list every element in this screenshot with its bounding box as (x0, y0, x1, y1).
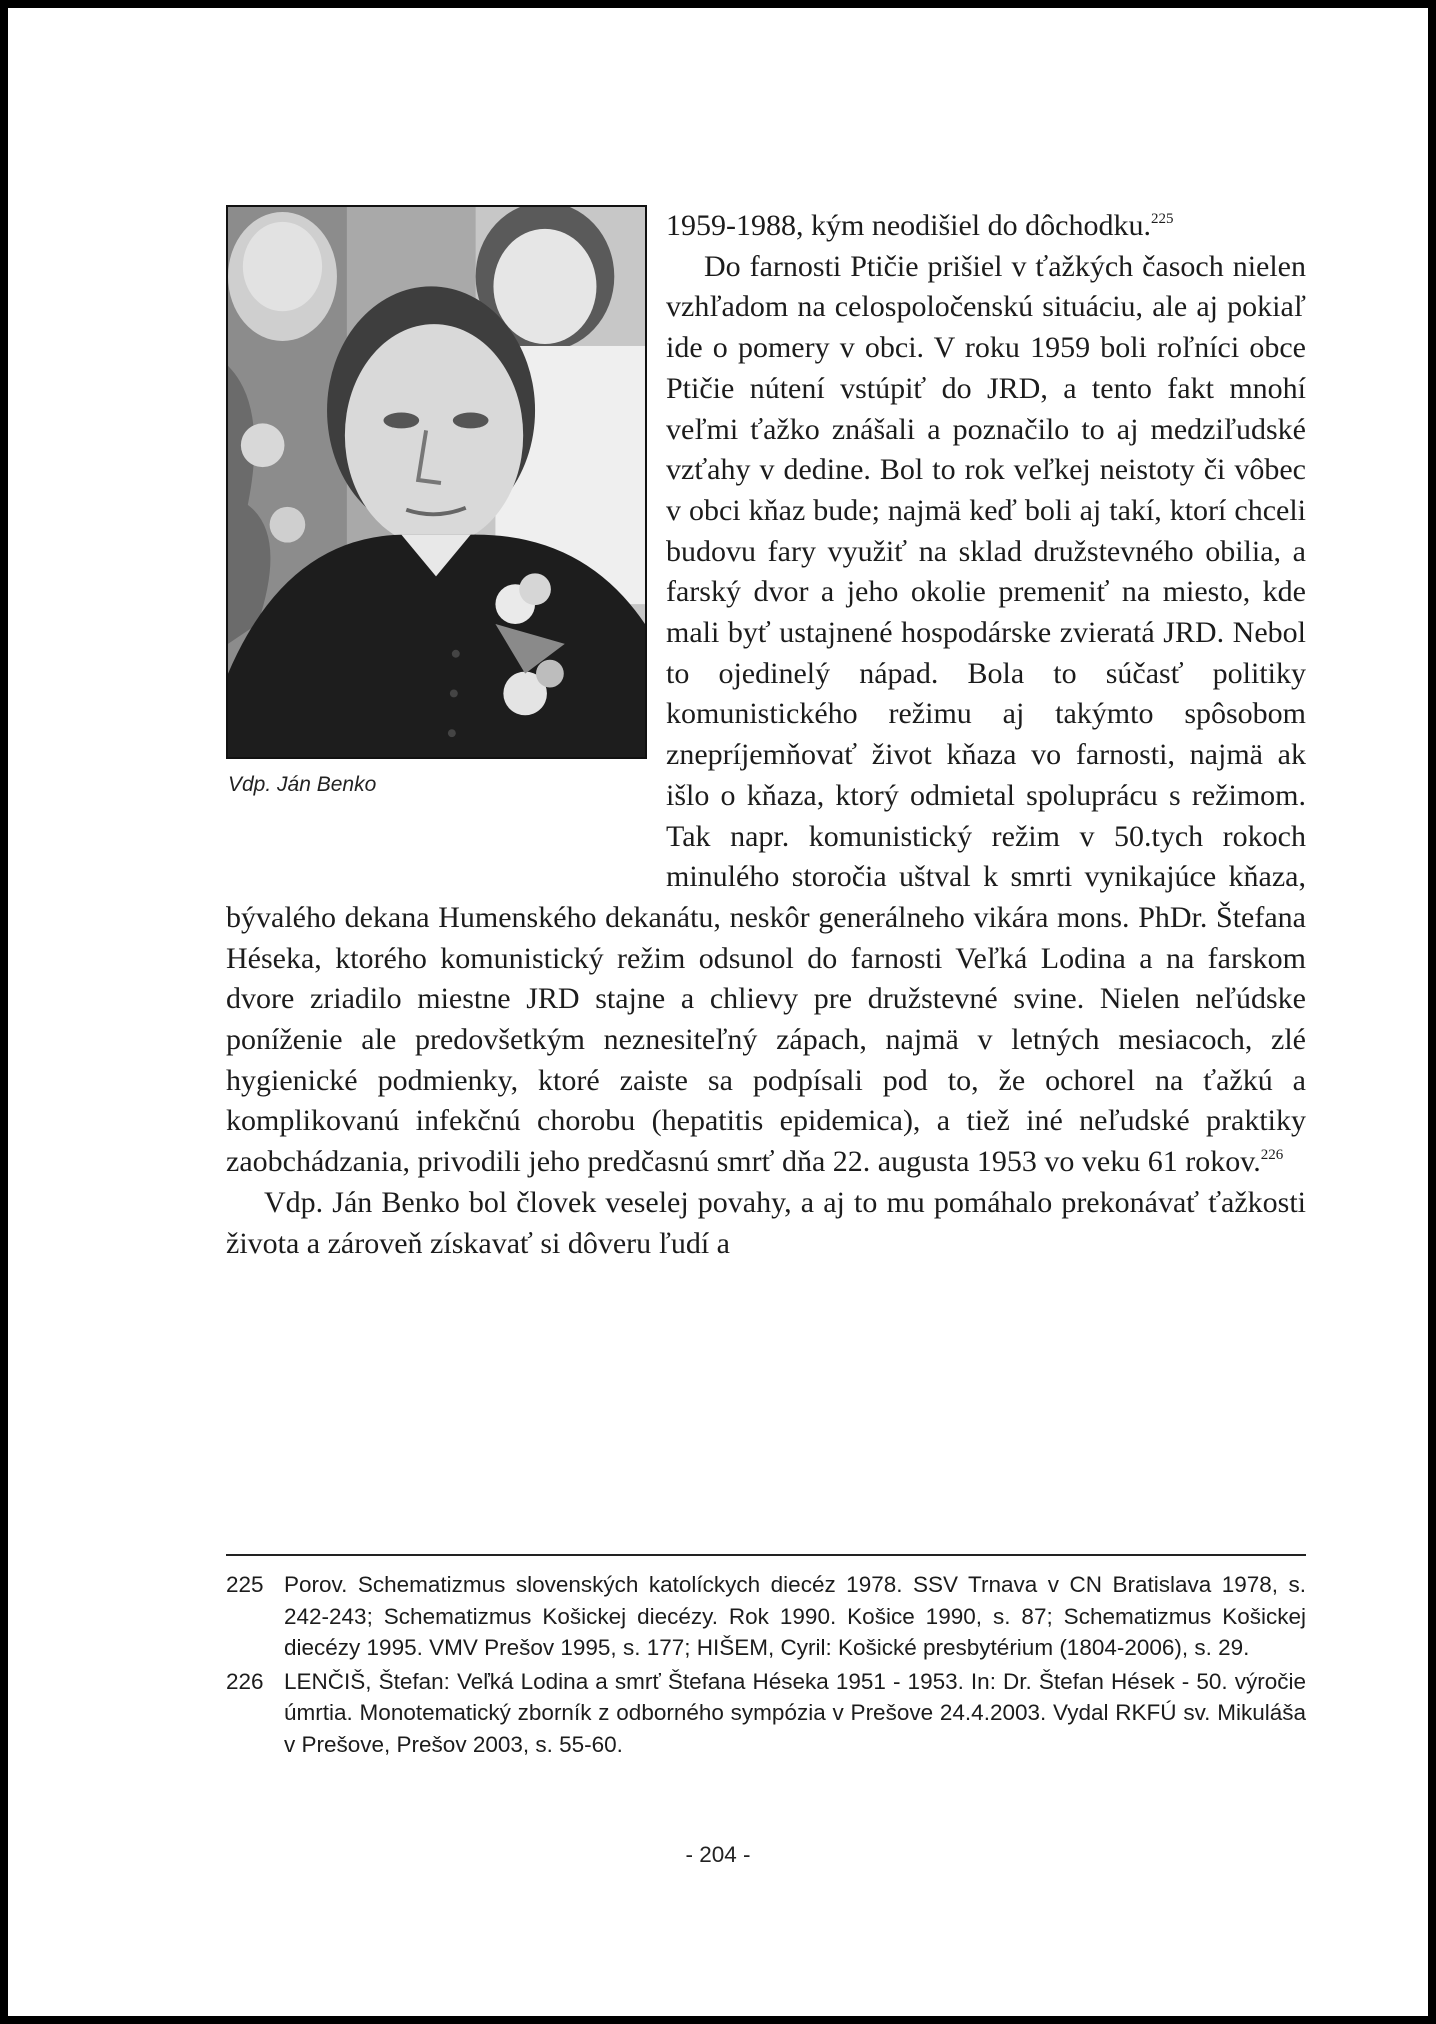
footnote-number: 226 (226, 1668, 264, 1694)
footnote-separator (226, 1554, 1306, 1556)
footnote-ref-226[interactable]: 226 (1260, 1147, 1284, 1164)
page-number: - 204 - (685, 1842, 751, 1867)
portrait-photo (226, 205, 647, 759)
footnote-ref-225[interactable]: 225 (1150, 211, 1174, 227)
footnote-text: Porov. Schematizmus slovenských katolíckych diecéz 1978. SSV Trnava v CN Bratislava 1978, s. 242-243; Schematizmus Košickej diecézy. Rok 1990. Košice 1990, s. 87; Schematizmus Košickej diecézy 1995. VMV Prešov 1995, s. 177; HIŠEM, Cyril: Košické presbytérium (1804-2006), s. 29. (284, 1572, 1306, 1660)
footnote-226 (226, 1666, 1306, 1761)
footnote-text: LENČIŠ, Štefan: Veľká Lodina a smrť Štefana Héseka 1951 - 1953. In: Dr. Štefan Hések - 50. výročie úmrtia. Monotematický zborník z odborného sympózia v Prešove 24.4.2003. Vydal RKFÚ sv. Mikuláša v Prešove, Prešov 2003, s. 55-60. (284, 1668, 1306, 1757)
paragraph-1: 1959-1988, kým neodišiel do dôchodku.$^{225}$ (666, 209, 1174, 242)
document-page (8, 8, 1428, 2016)
footnotes (226, 1569, 1306, 1762)
footnote-225 (226, 1569, 1306, 1664)
footnote-number: 225 (226, 1572, 264, 1597)
photo-caption: Vdp. Ján Benko (228, 773, 377, 796)
paragraph-3: Vdp. Ján Benko bol človek veselej povahy, a aj to mu pomáhalo prekonávať ťažkosti života a zároveň získavať si dôveru ľudí a (226, 1185, 1306, 1260)
paragraph-2: Do farnosti Ptičie prišiel v ťažkých časoch nielen vzhľadom na celospoločenskú situáciu, ale aj pokiaľ ide o pomery v obci. V roku 1959 boli roľníci obce Ptičie nútení vstúpiť do JRD, a tento fakt mnohí veľmi ťažko znášali a poznačilo to aj medziľudské vzťahy v dedine. Bol to rok veľkej neistoty či vôbec v obci kňaz bude; najmä keď boli aj takí, ktorí chceli budovu fary využiť na sklad družstevného obilia, a farský dvor a jeho okolie premeniť na miesto, kde mali byť ustajnené hospodárske zvieratá JRD. Nebol to ojedinelý nápad. Bola to súčasť politiky komunistického režimu aj takýmto spôsobom znepríjemňovať život kňaza vo farnosti, najmä ak išlo o kňaza, ktorý odmietal spoluprácu s režimom. Tak napr. komunistický režim v 50.tych rokoch minulého storočia uštval k smrti vynikajúce kňaza, bývalého dekana Humenského dekanátu, neskôr generálneho vikára mons. PhDr. Štefana Héseka, ktorého komunistický režim odsunol do farnosti Veľká Lodina a na farskom dvore zriadilo miestne JRD stajne a chlievy pre družstevné svine. Nielen neľúdske poníženie ale predovšetkým neznesiteľný zápach, najmä v letných mesiacoch, zlé hygienické podmienky, ktoré zaiste sa podpísali pod to, že ochorel na ťažkú a komplikovanú infekčnú chorobu (hepatitis epidemica), a tiež iné neľudské praktiky zaobchádzania, privodili jeho predčasnú smrť dňa 22. augusta 1953 vo veku 61 rokov.$^{226}$ (226, 249, 1306, 1179)
